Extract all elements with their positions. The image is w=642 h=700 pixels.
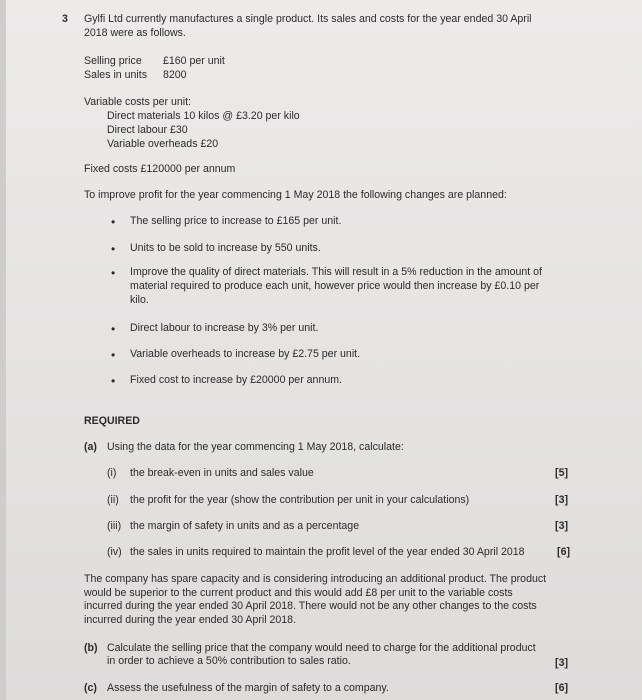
part-c-label: (c) bbox=[84, 682, 97, 694]
change-item: Variable overheads to increase by £2.75 per unit. bbox=[130, 348, 361, 360]
change-item: Improve the quality of direct materials. This will result in a 5% reduction in the amount of bbox=[130, 266, 542, 278]
bullet-dot: • bbox=[111, 266, 116, 280]
bullet-dot: • bbox=[111, 215, 116, 229]
intro-line-2: 2018 were as follows. bbox=[84, 27, 186, 39]
required-heading: REQUIRED bbox=[84, 415, 140, 427]
subpart-text: the break-even in units and sales value bbox=[130, 467, 314, 479]
part-b-line: in order to achieve a 50% contribution to sales ratio. bbox=[107, 655, 351, 667]
change-item: Fixed cost to increase by £20000 per annum. bbox=[130, 374, 342, 386]
selling-price-label: Selling price bbox=[84, 55, 142, 67]
part-b-label: (b) bbox=[84, 642, 98, 654]
additional-product-line: incurred during the year ended 30 April 2018. There would not be any other changes to the costs bbox=[84, 600, 537, 612]
subpart-label: (iii) bbox=[107, 520, 122, 532]
additional-product-line: incurred during the year ended 30 April 2018. bbox=[84, 614, 297, 626]
variable-cost-item: Direct labour £30 bbox=[107, 124, 188, 136]
subpart-text: the margin of safety in units and as a percentage bbox=[130, 520, 360, 532]
bullet-dot: • bbox=[111, 322, 116, 336]
change-item: Direct labour to increase by 3% per unit. bbox=[130, 322, 319, 334]
subpart-text: the sales in units required to maintain the profit level of the year ended 30 April 2018 bbox=[130, 546, 525, 558]
marks: [6] bbox=[555, 682, 568, 694]
marks: [3] bbox=[555, 520, 568, 532]
page-edge bbox=[0, 0, 6, 700]
sales-units-label: Sales in units bbox=[84, 69, 148, 81]
variable-cost-item: Direct materials 10 kilos @ £3.20 per kilo bbox=[107, 110, 300, 122]
marks: [3] bbox=[555, 494, 568, 506]
subpart-label: (i) bbox=[107, 467, 117, 479]
change-item: The selling price to increase to £165 per unit. bbox=[130, 215, 342, 227]
sales-units-value: 8200 bbox=[163, 69, 187, 81]
change-item: Units to be sold to increase by 550 units. bbox=[130, 242, 321, 254]
bullet-dot: • bbox=[111, 348, 116, 362]
subpart-text: the profit for the year (show the contribution per unit in your calculations) bbox=[130, 494, 470, 506]
bullet-dot: • bbox=[111, 242, 116, 256]
changes-intro: To improve profit for the year commencing 1 May 2018 the following changes are planned: bbox=[84, 189, 507, 201]
change-item-continued: material required to produce each unit, however price would then increase by £0.10 per bbox=[130, 280, 540, 292]
bullet-dot: • bbox=[111, 374, 116, 388]
part-c-text: Assess the usefulness of the margin of safety to a company. bbox=[107, 682, 389, 694]
marks: [5] bbox=[555, 467, 568, 479]
marks: [6] bbox=[557, 546, 570, 558]
fixed-costs: Fixed costs £120000 per annum bbox=[84, 163, 236, 175]
subpart-label: (iv) bbox=[107, 546, 122, 558]
question-number: 3 bbox=[62, 13, 68, 25]
subpart-label: (ii) bbox=[107, 494, 119, 506]
part-a-text: Using the data for the year commencing 1 May 2018, calculate: bbox=[107, 441, 404, 453]
part-a-label: (a) bbox=[84, 441, 97, 453]
selling-price-value: £160 per unit bbox=[163, 55, 225, 67]
part-b-line: Calculate the selling price that the company would need to charge for the additional product bbox=[107, 642, 536, 654]
additional-product-line: would be superior to the current product and this would add £8 per unit to the variable costs bbox=[84, 587, 513, 599]
additional-product-line: The company has spare capacity and is considering introducing an additional product. The product bbox=[84, 573, 547, 585]
variable-cost-item: Variable overheads £20 bbox=[107, 138, 219, 150]
variable-costs-heading: Variable costs per unit: bbox=[84, 96, 191, 108]
change-item-continued: kilo. bbox=[130, 294, 149, 306]
marks: [3] bbox=[555, 657, 568, 669]
intro-line-1: Gylfi Ltd currently manufactures a single product. Its sales and costs for the year ended 30 April bbox=[84, 13, 532, 25]
